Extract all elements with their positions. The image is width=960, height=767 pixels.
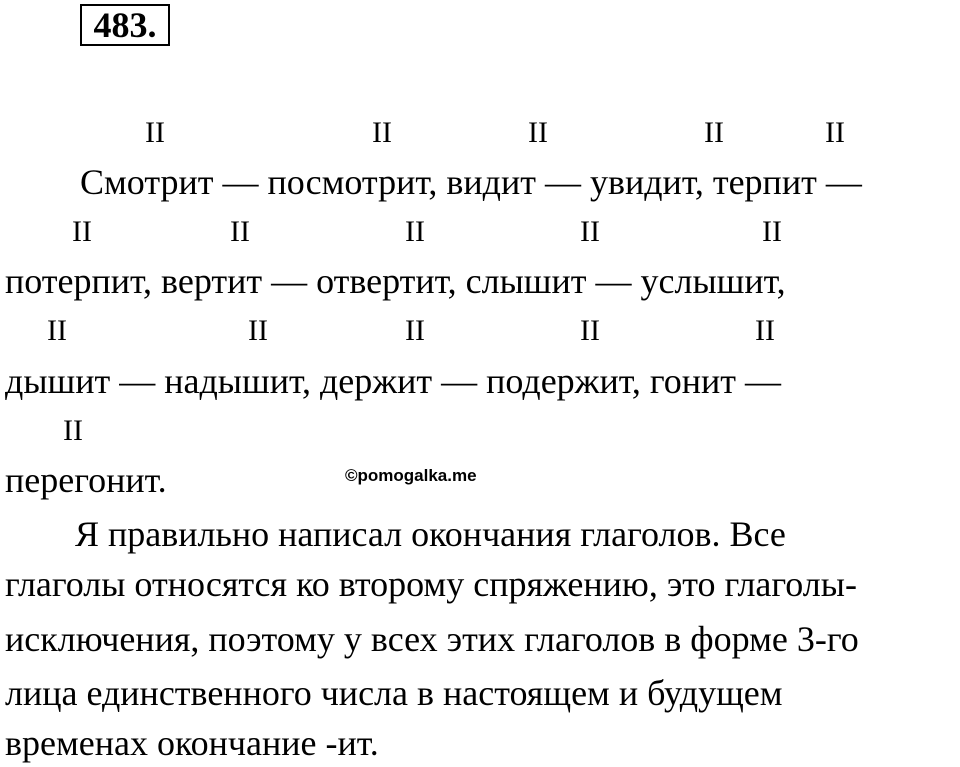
watermark: ©pomogalka.me: [345, 466, 477, 485]
conjugation-mark: II: [47, 314, 67, 347]
text-line: Я правильно написал окончания глаголов. Все: [75, 514, 786, 554]
text-line: потерпит, вертит — отвертит, слышит — услышит,: [5, 261, 786, 301]
conjugation-mark: II: [405, 314, 425, 347]
conjugation-mark: II: [230, 215, 250, 248]
text-line: исключения, поэтому у всех этих глаголов в форме 3-го: [5, 619, 859, 659]
text-line: перегонит.: [5, 460, 167, 500]
conjugation-mark: II: [704, 116, 724, 149]
text-line: глаголы относятся ко второму спряжению, это глаголы-: [5, 564, 857, 604]
conjugation-mark: II: [372, 116, 392, 149]
conjugation-mark: II: [580, 314, 600, 347]
conjugation-mark: II: [248, 314, 268, 347]
conjugation-mark: II: [145, 116, 165, 149]
conjugation-mark: II: [580, 215, 600, 248]
conjugation-mark: II: [405, 215, 425, 248]
conjugation-mark: II: [825, 116, 845, 149]
conjugation-mark: II: [63, 414, 83, 447]
conjugation-mark: II: [762, 215, 782, 248]
conjugation-mark: II: [72, 215, 92, 248]
text-line: дышит — надышит, держит — подержит, гонит —: [5, 361, 781, 401]
text-line: временах окончание -ит.: [5, 723, 379, 763]
conjugation-mark: II: [755, 314, 775, 347]
text-line: Смотрит — посмотрит, видит — увидит, терпит —: [80, 162, 862, 202]
exercise-number: 483.: [80, 4, 170, 46]
text-line: лица единственного числа в настоящем и будущем: [5, 673, 783, 713]
conjugation-mark: II: [528, 116, 548, 149]
